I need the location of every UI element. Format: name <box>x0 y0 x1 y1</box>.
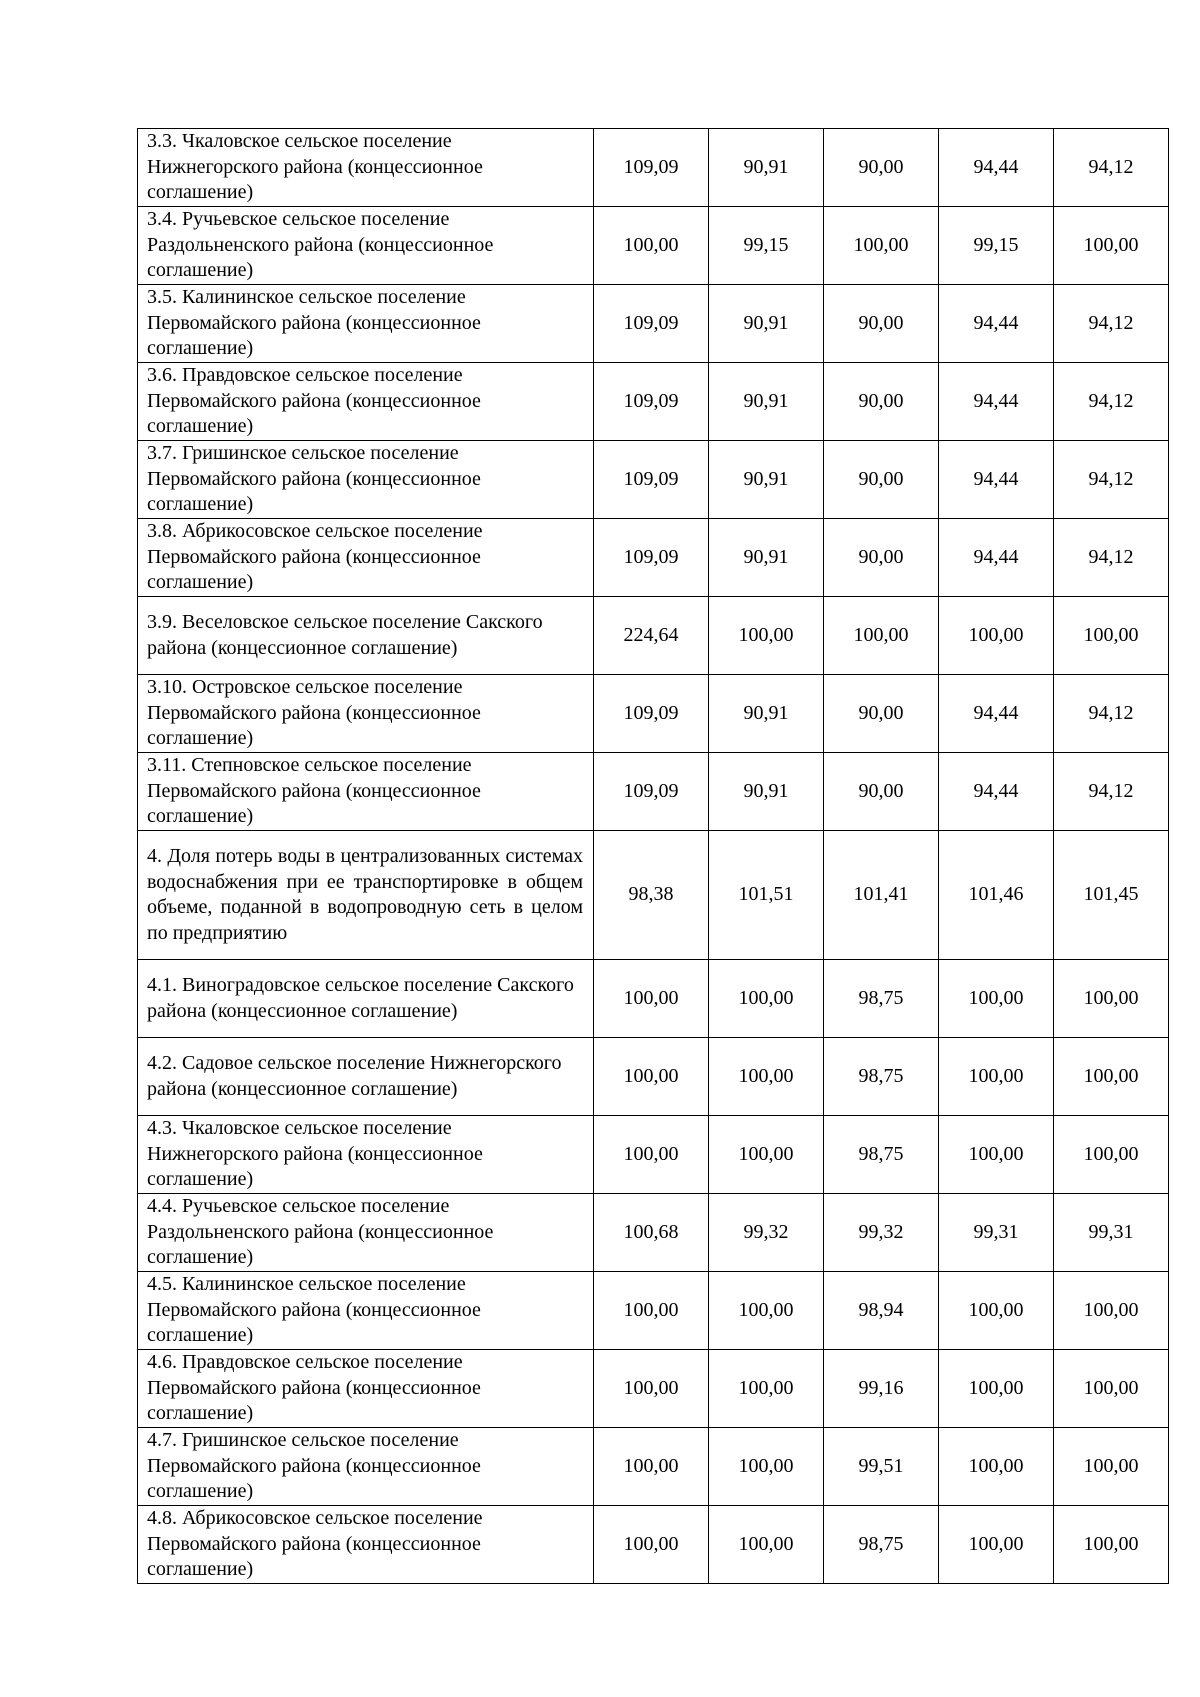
cell-value: 100,00 <box>594 1428 709 1506</box>
row-label: 4.4. Ручьевское сельское поселение Раздольненского района (концессионное соглашение) <box>138 1194 594 1272</box>
cell-value: 94,12 <box>1054 363 1169 441</box>
cell-value: 100,00 <box>709 1116 824 1194</box>
row-label: 4.6. Правдовское сельское поселение Первомайского района (концессионное соглашение) <box>138 1350 594 1428</box>
cell-value: 100,00 <box>1054 207 1169 285</box>
cell-value: 98,75 <box>824 960 939 1038</box>
cell-value: 109,09 <box>594 129 709 207</box>
cell-value: 100,00 <box>939 1272 1054 1350</box>
cell-value: 94,44 <box>939 675 1054 753</box>
cell-value: 99,15 <box>939 207 1054 285</box>
cell-value: 100,00 <box>939 1506 1054 1584</box>
row-label: 4.7. Гришинское сельское поселение Первомайского района (концессионное соглашение) <box>138 1428 594 1506</box>
table-row <box>138 285 1169 363</box>
row-label: 3.6. Правдовское сельское поселение Первомайского района (концессионное соглашение) <box>138 363 594 441</box>
cell-value: 94,12 <box>1054 753 1169 831</box>
cell-value: 100,00 <box>939 1038 1054 1116</box>
cell-value: 90,00 <box>824 519 939 597</box>
cell-value: 90,91 <box>709 441 824 519</box>
cell-value: 94,44 <box>939 363 1054 441</box>
table-row <box>138 1194 1169 1272</box>
cell-value: 100,00 <box>594 1038 709 1116</box>
cell-value: 101,45 <box>1054 831 1169 960</box>
table-row <box>138 831 1169 960</box>
table-body <box>138 129 1169 1584</box>
cell-value: 100,00 <box>939 1428 1054 1506</box>
cell-value: 94,12 <box>1054 675 1169 753</box>
cell-value: 100,00 <box>594 207 709 285</box>
cell-value: 100,00 <box>824 597 939 675</box>
cell-value: 100,00 <box>1054 597 1169 675</box>
cell-value: 98,38 <box>594 831 709 960</box>
cell-value: 99,31 <box>939 1194 1054 1272</box>
cell-value: 101,41 <box>824 831 939 960</box>
cell-value: 100,00 <box>709 960 824 1038</box>
table-row <box>138 519 1169 597</box>
cell-value: 90,00 <box>824 441 939 519</box>
cell-value: 99,16 <box>824 1350 939 1428</box>
cell-value: 100,68 <box>594 1194 709 1272</box>
table-row <box>138 1272 1169 1350</box>
cell-value: 94,44 <box>939 441 1054 519</box>
table-row <box>138 363 1169 441</box>
cell-value: 109,09 <box>594 519 709 597</box>
cell-value: 99,51 <box>824 1428 939 1506</box>
cell-value: 100,00 <box>594 1350 709 1428</box>
cell-value: 109,09 <box>594 363 709 441</box>
cell-value: 100,00 <box>1054 960 1169 1038</box>
cell-value: 100,00 <box>709 597 824 675</box>
cell-value: 94,12 <box>1054 285 1169 363</box>
cell-value: 99,32 <box>709 1194 824 1272</box>
indicators-table <box>137 128 1169 1584</box>
row-label: 4.8. Абрикосовское сельское поселение Первомайского района (концессионное соглашение) <box>138 1506 594 1584</box>
cell-value: 100,00 <box>939 597 1054 675</box>
row-label: 3.3. Чкаловское сельское поселение Нижнегорского района (концессионное соглашение) <box>138 129 594 207</box>
cell-value: 90,91 <box>709 753 824 831</box>
cell-value: 94,44 <box>939 753 1054 831</box>
row-label: 3.11. Степновское сельское поселение Первомайского района (концессионное соглашение) <box>138 753 594 831</box>
cell-value: 90,00 <box>824 753 939 831</box>
cell-value: 224,64 <box>594 597 709 675</box>
table-row <box>138 675 1169 753</box>
cell-value: 99,15 <box>709 207 824 285</box>
cell-value: 98,75 <box>824 1116 939 1194</box>
cell-value: 94,44 <box>939 519 1054 597</box>
cell-value: 90,91 <box>709 363 824 441</box>
cell-value: 100,00 <box>594 1506 709 1584</box>
cell-value: 100,00 <box>709 1428 824 1506</box>
cell-value: 100,00 <box>1054 1038 1169 1116</box>
table-row <box>138 960 1169 1038</box>
cell-value: 109,09 <box>594 441 709 519</box>
cell-value: 101,46 <box>939 831 1054 960</box>
cell-value: 99,31 <box>1054 1194 1169 1272</box>
table-row <box>138 1350 1169 1428</box>
cell-value: 100,00 <box>824 207 939 285</box>
cell-value: 94,44 <box>939 285 1054 363</box>
cell-value: 98,75 <box>824 1506 939 1584</box>
table-row <box>138 597 1169 675</box>
cell-value: 100,00 <box>1054 1116 1169 1194</box>
table-row <box>138 1038 1169 1116</box>
cell-value: 100,00 <box>709 1272 824 1350</box>
row-label: 4.2. Садовое сельское поселение Нижнегорского района (концессионное соглашение) <box>138 1038 594 1116</box>
cell-value: 94,12 <box>1054 129 1169 207</box>
row-label: 3.8. Абрикосовское сельское поселение Первомайского района (концессионное соглашение) <box>138 519 594 597</box>
row-label: 3.7. Гришинское сельское поселение Первомайского района (концессионное соглашение) <box>138 441 594 519</box>
row-label: 3.4. Ручьевское сельское поселение Раздольненского района (концессионное соглашение) <box>138 207 594 285</box>
table-row <box>138 207 1169 285</box>
cell-value: 100,00 <box>1054 1428 1169 1506</box>
cell-value: 109,09 <box>594 753 709 831</box>
table-row <box>138 753 1169 831</box>
cell-value: 90,00 <box>824 285 939 363</box>
row-label: 4.5. Калининское сельское поселение Первомайского района (концессионное соглашение) <box>138 1272 594 1350</box>
table-row <box>138 441 1169 519</box>
row-label: 4.1. Виноградовское сельское поселение Сакского района (концессионное соглашение) <box>138 960 594 1038</box>
cell-value: 100,00 <box>594 960 709 1038</box>
cell-value: 100,00 <box>939 1116 1054 1194</box>
table-row <box>138 1428 1169 1506</box>
cell-value: 100,00 <box>594 1116 709 1194</box>
cell-value: 98,94 <box>824 1272 939 1350</box>
cell-value: 100,00 <box>1054 1272 1169 1350</box>
cell-value: 100,00 <box>939 960 1054 1038</box>
cell-value: 94,12 <box>1054 519 1169 597</box>
cell-value: 109,09 <box>594 285 709 363</box>
cell-value: 90,91 <box>709 519 824 597</box>
cell-value: 100,00 <box>709 1038 824 1116</box>
cell-value: 100,00 <box>594 1272 709 1350</box>
row-label: 3.5. Калининское сельское поселение Первомайского района (концессионное соглашение) <box>138 285 594 363</box>
cell-value: 101,51 <box>709 831 824 960</box>
cell-value: 100,00 <box>939 1350 1054 1428</box>
row-label: 3.9. Веселовское сельское поселение Сакского района (концессионное соглашение) <box>138 597 594 675</box>
cell-value: 100,00 <box>709 1506 824 1584</box>
cell-value: 98,75 <box>824 1038 939 1116</box>
table-row <box>138 1116 1169 1194</box>
cell-value: 94,44 <box>939 129 1054 207</box>
cell-value: 100,00 <box>709 1350 824 1428</box>
cell-value: 90,91 <box>709 285 824 363</box>
table-row <box>138 129 1169 207</box>
table-row <box>138 1506 1169 1584</box>
cell-value: 100,00 <box>1054 1506 1169 1584</box>
cell-value: 90,00 <box>824 675 939 753</box>
row-label: 4.3. Чкаловское сельское поселение Нижнегорского района (концессионное соглашение) <box>138 1116 594 1194</box>
cell-value: 109,09 <box>594 675 709 753</box>
cell-value: 90,00 <box>824 129 939 207</box>
row-label: 3.10. Островское сельское поселение Первомайского района (концессионное соглашение) <box>138 675 594 753</box>
cell-value: 90,91 <box>709 129 824 207</box>
cell-value: 94,12 <box>1054 441 1169 519</box>
cell-value: 99,32 <box>824 1194 939 1272</box>
cell-value: 100,00 <box>1054 1350 1169 1428</box>
row-label: 4. Доля потерь воды в централизованных системах водоснабжения при ее транспортировке в общем объеме, поданной в водопроводную сеть в целом по предприятию <box>138 831 594 960</box>
cell-value: 90,91 <box>709 675 824 753</box>
cell-value: 90,00 <box>824 363 939 441</box>
